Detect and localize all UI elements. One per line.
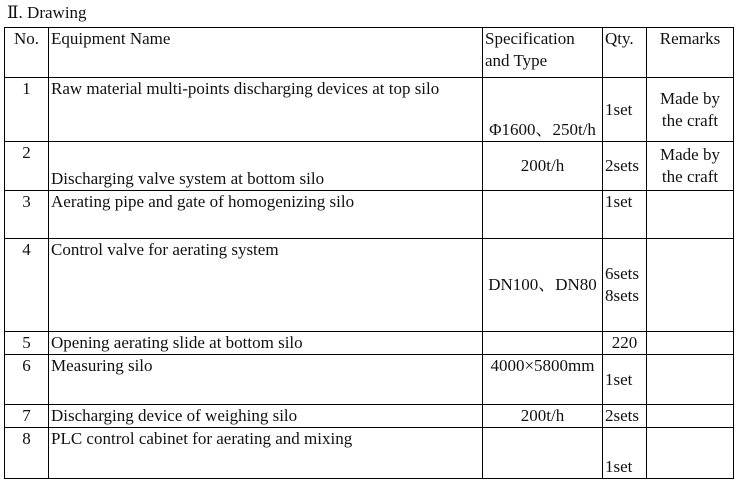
row-no: 3 xyxy=(5,191,49,239)
row-specification: 200t/h xyxy=(483,142,603,191)
header-specification: Specification and Type xyxy=(483,28,603,78)
row-remarks: Made by the craft xyxy=(647,78,734,142)
row-qty: 1set xyxy=(603,191,647,239)
table-row xyxy=(5,239,734,332)
row-no: 4 xyxy=(5,239,49,332)
row-equipment-name: Measuring silo xyxy=(49,355,483,405)
row-specification: 200t/h xyxy=(483,405,603,428)
row-remarks xyxy=(647,355,734,405)
row-equipment-name: Opening aerating slide at bottom silo xyxy=(49,332,483,355)
row-equipment-name: Aerating pipe and gate of homogenizing silo xyxy=(49,191,483,239)
table-row xyxy=(5,428,734,479)
row-remarks xyxy=(647,428,734,479)
row-equipment-name: Discharging device of weighing silo xyxy=(49,405,483,428)
row-equipment-name: PLC control cabinet for aerating and mixing xyxy=(49,428,483,479)
row-specification: DN100、DN80 xyxy=(483,239,603,332)
row-qty: 2sets xyxy=(603,405,647,428)
table-header-row xyxy=(5,28,734,78)
row-remarks xyxy=(647,332,734,355)
table-row xyxy=(5,332,734,355)
row-qty: 1set xyxy=(603,428,647,479)
header-equipment-name: Equipment Name xyxy=(49,28,483,78)
row-qty: 220 xyxy=(603,332,647,355)
row-remarks xyxy=(647,191,734,239)
header-remarks: Remarks xyxy=(647,28,734,78)
row-specification xyxy=(483,332,603,355)
header-qty: Qty. xyxy=(603,28,647,78)
row-qty: 1set xyxy=(603,355,647,405)
row-no: 7 xyxy=(5,405,49,428)
header-no: No. xyxy=(5,28,49,78)
row-specification xyxy=(483,428,603,479)
table-row xyxy=(5,142,734,191)
row-remarks: Made by the craft xyxy=(647,142,734,191)
row-equipment-name: Raw material multi-points discharging devices at top silo xyxy=(49,78,483,142)
table-row xyxy=(5,78,734,142)
equipment-table xyxy=(4,27,734,479)
row-no: 2 xyxy=(5,142,49,191)
row-equipment-name: Control valve for aerating system xyxy=(49,239,483,332)
row-specification: Φ1600、250t/h xyxy=(483,78,603,142)
row-equipment-name: Discharging valve system at bottom silo xyxy=(49,142,483,191)
row-qty: 1set xyxy=(603,78,647,142)
row-remarks xyxy=(647,405,734,428)
table-row xyxy=(5,405,734,428)
row-specification: 4000×5800mm xyxy=(483,355,603,405)
row-no: 1 xyxy=(5,78,49,142)
row-specification xyxy=(483,191,603,239)
table-row xyxy=(5,355,734,405)
row-no: 6 xyxy=(5,355,49,405)
row-no: 5 xyxy=(5,332,49,355)
row-qty: 6sets 8sets xyxy=(603,239,647,332)
row-remarks xyxy=(647,239,734,332)
table-row xyxy=(5,191,734,239)
section-title: Ⅱ. Drawing xyxy=(7,3,87,22)
row-no: 8 xyxy=(5,428,49,479)
row-qty: 2sets xyxy=(603,142,647,191)
